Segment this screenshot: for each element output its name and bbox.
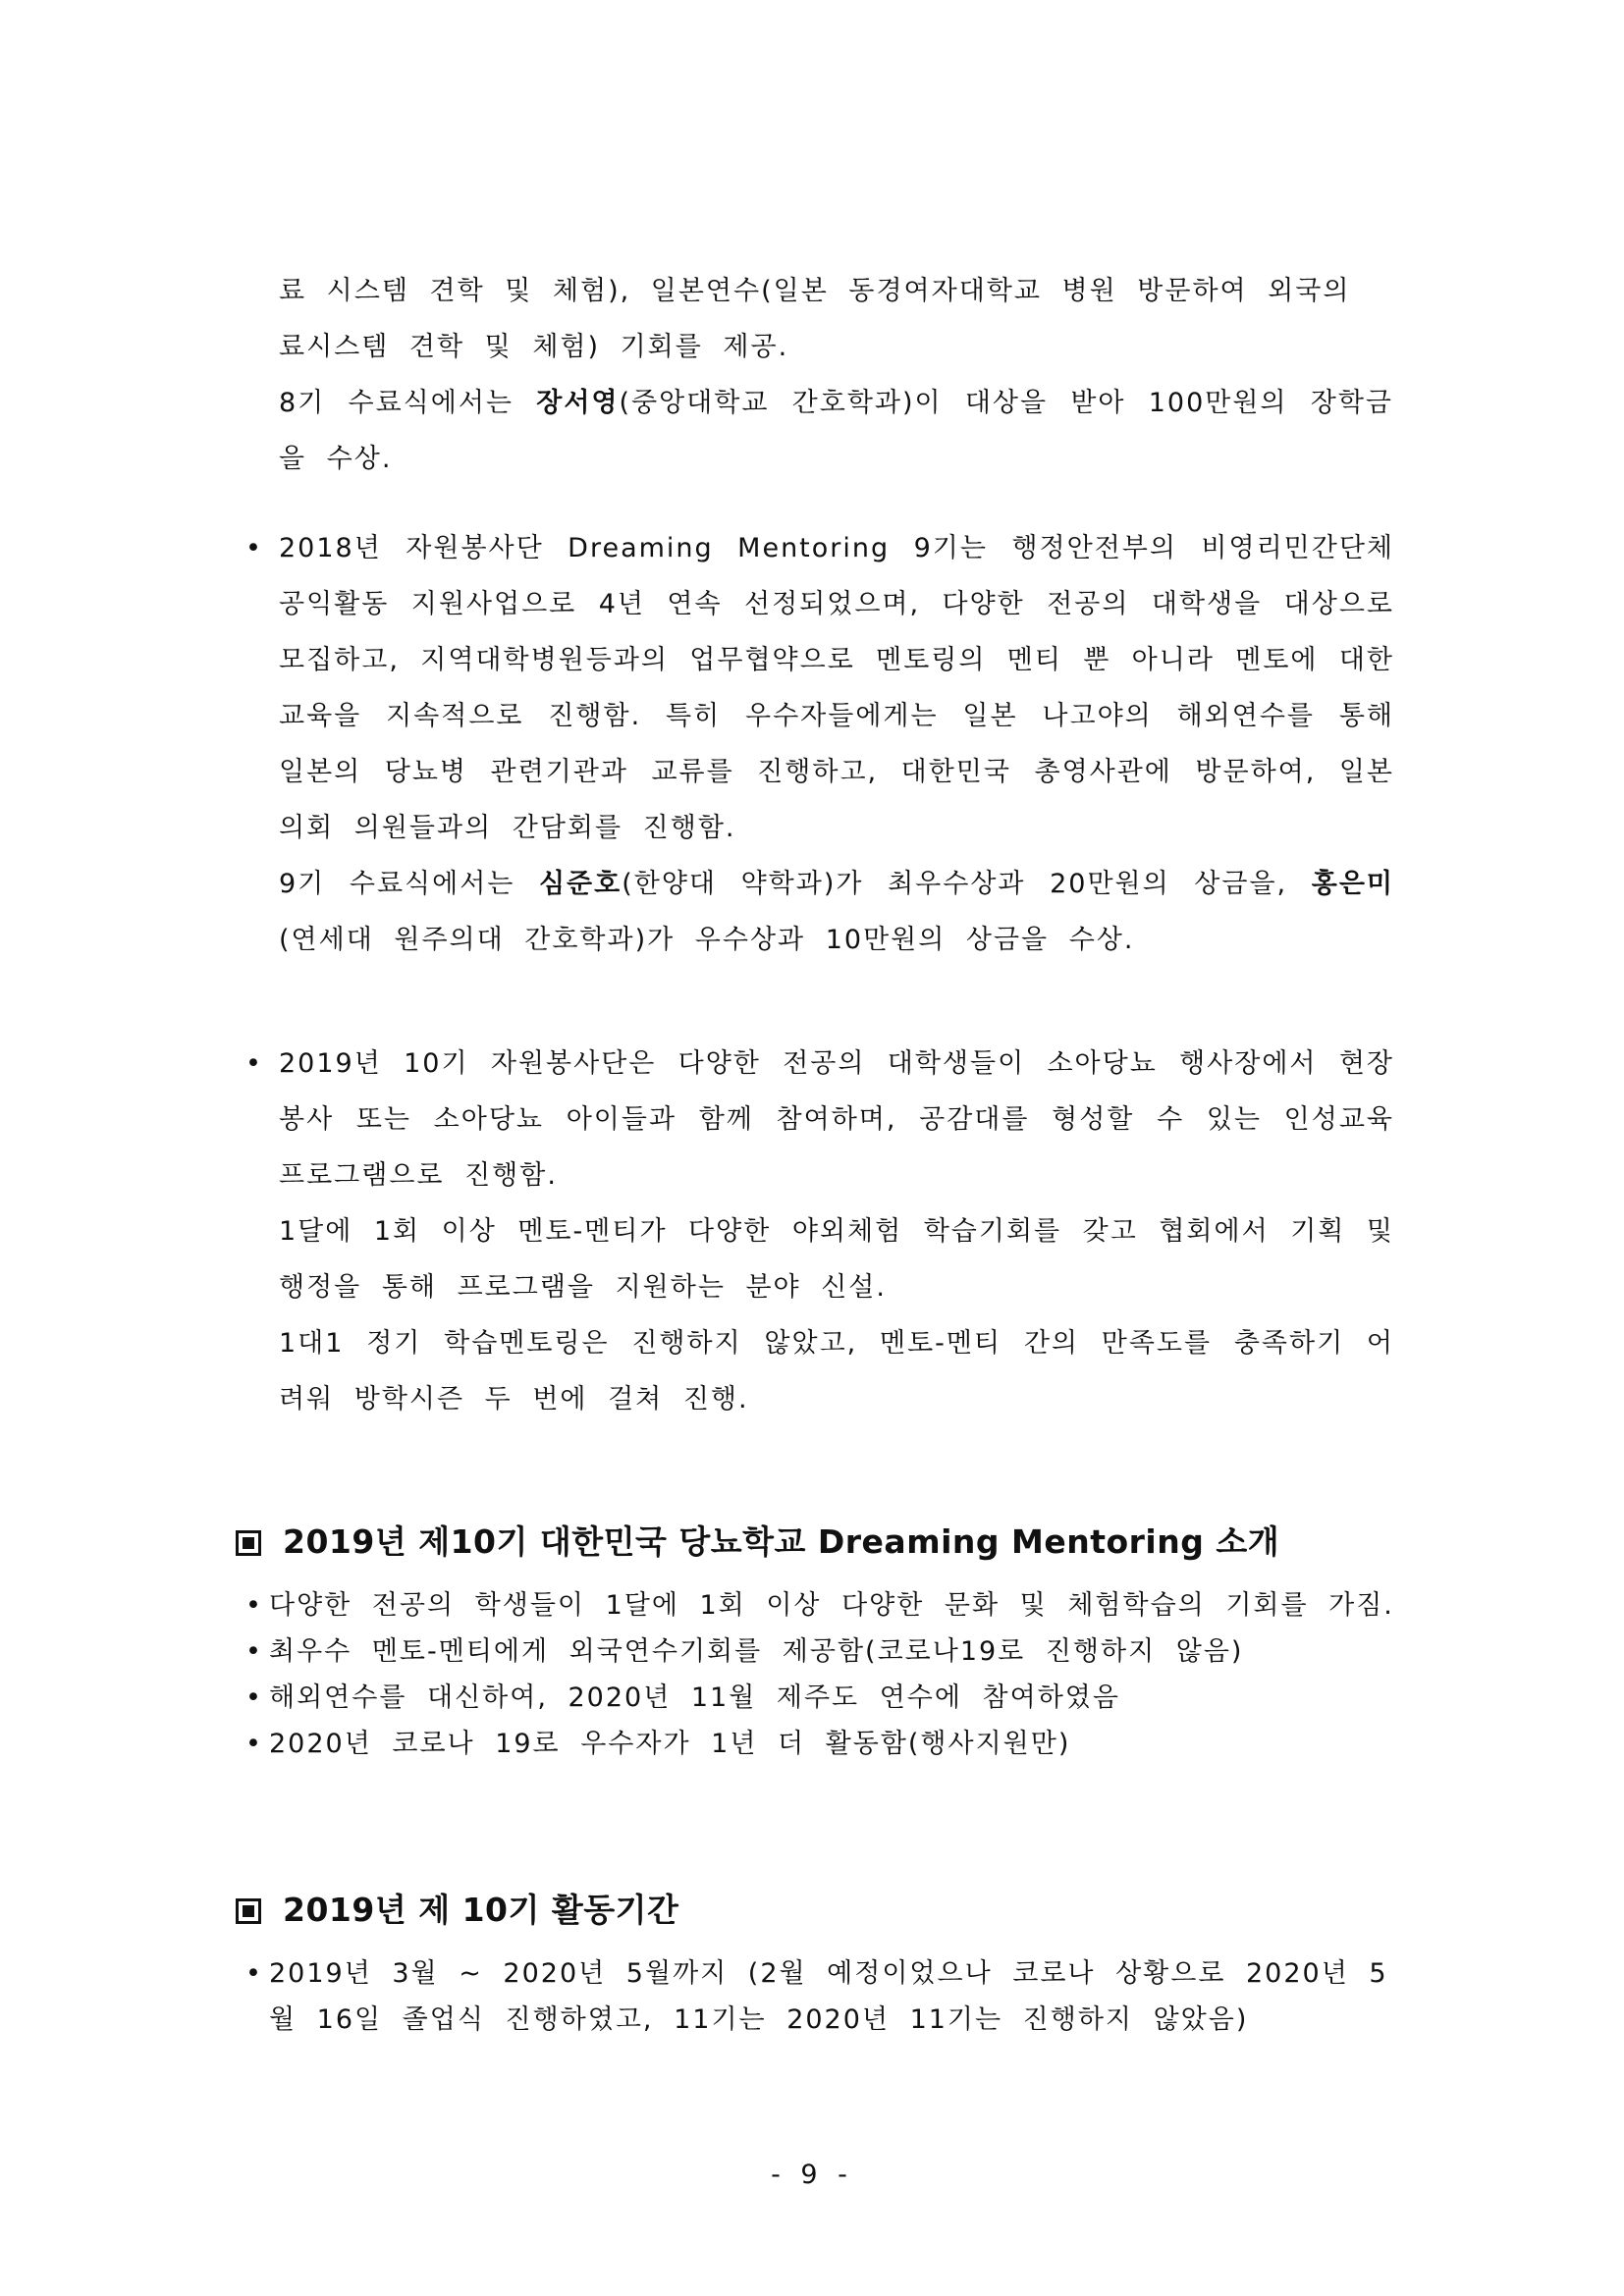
intro-line-1 bbox=[279, 263, 1398, 319]
award-9th bbox=[245, 856, 1394, 968]
bullet-2018-text: 2018년 자원봉사단 Dreaming Mentoring 9기는 행정안전부의 비영리민간단체 공익활동 지원사업으로 4년 연속 선정되었으며, 다양한 전공의 대학생을 대상으로 모집하고, 지역대학병원등과의 업무협약으로 멘토링의 멘티 뿐 아니라 멘토에 대한 교육을 지속적으로 진행함. 특히 우수자들에게는 일본 나고야의 해외연수를 통해 일본의 당뇨병 관련기관과 교류를 진행하고, 대한민국 총영사관에 방문하여, 일본 의회 의원들과의 간담회를 진행함. bbox=[279, 533, 1394, 843]
bullet-2019-text: 2019년 10기 자원봉사단은 다양한 전공의 대학생들이 소아당뇨 행사장에서 현장봉사 또는 소아당뇨 아이들과 함께 참여하며, 공감대를 형성할 수 있는 인성교육 프로그램으로 진행함. bbox=[279, 1048, 1394, 1191]
section-heading-intro bbox=[236, 1517, 1279, 1563]
bullet-dot: • bbox=[245, 1590, 263, 1621]
intro-line-2 bbox=[279, 319, 1393, 375]
bullet-2018 bbox=[245, 520, 1394, 968]
square-bullet-icon bbox=[236, 1898, 261, 1924]
bullet-dot: • bbox=[245, 1682, 263, 1713]
list-item-text: 최우수 멘토-멘티에게 외국연수기회를 제공함(코로나19로 진행하지 않음) bbox=[269, 1636, 1244, 1667]
bullet-dot: • bbox=[245, 1958, 263, 1989]
list-item bbox=[245, 1629, 1394, 1675]
list-item-text: 2020년 코로나 19로 우수자가 1년 더 활동함(행사지원만) bbox=[269, 1729, 1071, 1759]
award-9th-name-2: 홍은미 bbox=[1311, 869, 1394, 899]
bullet-2019-p3: 1대1 정기 학습멘토링은 진행하지 않았고, 멘토-멘티 간의 만족도를 충족하기 어려워 방학시즌 두 번에 걸쳐 진행. bbox=[279, 1328, 1394, 1415]
award-8th-post: (중앙대학교 간호학과)이 대상을 받아 100만원의 장학금을 수상. bbox=[279, 388, 1393, 474]
award-9th-mid: (한양대 약학과)가 최우수상과 20만원의 상금을, bbox=[622, 869, 1312, 899]
bullet-dot: • bbox=[245, 1636, 263, 1667]
intro-line-2-text: 료시스템 견학 및 체험) 기회를 제공. bbox=[279, 332, 789, 362]
section-period-list bbox=[245, 1950, 1394, 2043]
list-item bbox=[245, 1721, 1394, 1767]
bullet-2019 bbox=[245, 1036, 1394, 1427]
award-9th-post: (연세대 원주의대 간호학과)가 우수상과 10만원의 상금을 수상. bbox=[279, 925, 1135, 955]
intro-line-1-text: 료 시스템 견학 및 체험), 일본연수(일본 동경여자대학교 병원 방문하여 외국의 bbox=[279, 276, 1351, 306]
list-item bbox=[245, 1950, 1394, 2043]
section-intro-list bbox=[245, 1582, 1394, 1767]
award-8th-pre: 8기 수료식에서는 bbox=[279, 388, 537, 418]
square-bullet-icon bbox=[236, 1530, 261, 1556]
list-item bbox=[245, 1675, 1394, 1721]
list-item-text: 해외연수를 대신하여, 2020년 11월 제주도 연수에 참여하였음 bbox=[269, 1682, 1120, 1713]
award-8th bbox=[279, 375, 1393, 487]
award-8th-name: 장서영 bbox=[536, 388, 620, 418]
section-title: 2019년 제 10기 활동기간 bbox=[283, 1891, 679, 1929]
award-9th-name-1: 심준호 bbox=[538, 869, 623, 899]
bullet-dot: • bbox=[245, 533, 263, 563]
bullet-dot: • bbox=[245, 1048, 263, 1079]
page-number: - 9 - bbox=[771, 2160, 853, 2190]
list-item-text: 다양한 전공의 학생들이 1달에 1회 이상 다양한 문화 및 체험학습의 기회를 가짐. bbox=[269, 1590, 1394, 1621]
bullet-2019-p2: 1달에 1회 이상 멘토-멘티가 다양한 야외체험 학습기회를 갖고 협회에서 기획 및 행정을 통해 프로그램을 지원하는 분야 신설. bbox=[279, 1216, 1394, 1303]
section-heading-period bbox=[236, 1885, 678, 1931]
list-item-text: 2019년 3월 ~ 2020년 5월까지 (2월 예정이었으나 코로나 상황으로 2020년 5월 16일 졸업식 진행하였고, 11기는 2020년 11기는 진행하지 않았음) bbox=[269, 1958, 1388, 2035]
bullet-dot: • bbox=[245, 1729, 263, 1759]
award-9th-pre: 9기 수료식에서는 bbox=[279, 869, 539, 899]
list-item bbox=[245, 1582, 1394, 1629]
section-title: 2019년 제10기 대한민국 당뇨학교 Dreaming Mentoring 소개 bbox=[283, 1522, 1280, 1561]
